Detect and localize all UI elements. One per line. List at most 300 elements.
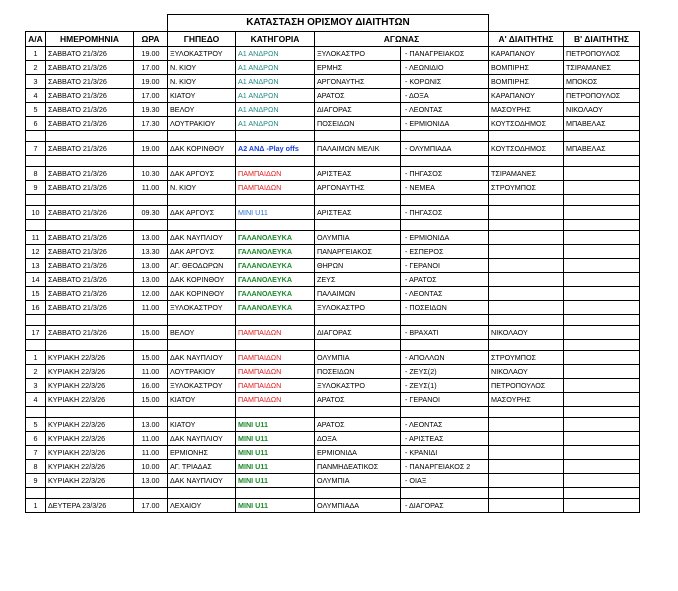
away-team-cell: - ΚΟΡΩΝΙΣ — [401, 75, 489, 89]
venue-cell: ΑΓ. ΤΡΙΑΔΑΣ — [168, 460, 236, 474]
spacer-cell — [134, 131, 168, 142]
home-team-cell: ΕΡΜΗΣ — [315, 61, 401, 75]
category-cell: ΓΑΛΑΝΟΛΕΥΚΑ — [236, 245, 315, 259]
spacer-cell — [168, 220, 236, 231]
spacer-cell — [236, 195, 315, 206]
spacer-row — [26, 407, 640, 418]
referee-b-cell — [564, 460, 640, 474]
referee-a-cell — [489, 287, 564, 301]
date-cell: ΣΑΒΒΑΤΟ 21/3/26 — [46, 47, 134, 61]
spacer-cell — [564, 340, 640, 351]
spacer-cell — [134, 488, 168, 499]
spacer-row — [26, 220, 640, 231]
row-number: 3 — [26, 379, 46, 393]
spacer-cell — [489, 340, 564, 351]
home-team-cell: ΖΕΥΣ — [315, 273, 401, 287]
category-cell: Α1 ΑΝΔΡΩΝ — [236, 89, 315, 103]
spacer-cell — [315, 315, 401, 326]
spacer-cell — [315, 488, 401, 499]
spacer-cell — [236, 131, 315, 142]
date-cell: ΣΑΒΒΑΤΟ 21/3/26 — [46, 75, 134, 89]
referee-a-cell — [489, 206, 564, 220]
referee-b-cell — [564, 273, 640, 287]
home-team-cell: ΟΛΥΜΠΙΑ — [315, 231, 401, 245]
referee-b-cell — [564, 167, 640, 181]
spacer-cell — [26, 220, 46, 231]
time-cell: 17.00 — [134, 61, 168, 75]
spacer-cell — [168, 488, 236, 499]
header-time: ΩΡΑ — [134, 32, 168, 47]
referee-a-cell — [489, 273, 564, 287]
time-cell: 09.30 — [134, 206, 168, 220]
time-cell: 13.00 — [134, 474, 168, 488]
away-team-cell: - ΠΑΝΑΓΡΕΙΑΚΟΣ — [401, 47, 489, 61]
away-team-cell: - ΟΙΑΞ — [401, 474, 489, 488]
row-number: 13 — [26, 259, 46, 273]
venue-cell: ΒΕΛΟΥ — [168, 103, 236, 117]
time-cell: 10.00 — [134, 460, 168, 474]
table-row — [26, 287, 640, 301]
away-team-cell: - ΝΕΜΕΑ — [401, 181, 489, 195]
spacer-row — [26, 340, 640, 351]
referee-b-cell: ΤΣΙΡΑΜΑΝΕΣ — [564, 61, 640, 75]
spacer-cell — [168, 195, 236, 206]
table-row — [26, 61, 640, 75]
home-team-cell: ΠΑΝΑΡΓΕΙΑΚΟΣ — [315, 245, 401, 259]
header-venue: ΓΗΠΕΔΟ — [168, 32, 236, 47]
spacer-cell — [401, 220, 489, 231]
spacer-cell — [26, 488, 46, 499]
referee-b-cell — [564, 181, 640, 195]
venue-cell: ΞΥΛΟΚΑΣΤΡΟΥ — [168, 301, 236, 315]
table-row — [26, 499, 640, 513]
referee-a-cell: ΣΤΡΟΥΜΠΟΣ — [489, 181, 564, 195]
home-team-cell: ΑΡΙΣΤΕΑΣ — [315, 167, 401, 181]
date-cell: ΚΥΡΙΑΚΗ 22/3/26 — [46, 393, 134, 407]
away-team-cell: - ΔΟΞΑ — [401, 89, 489, 103]
title-row — [26, 15, 640, 32]
header-ref-a: Α' ΔΙΑΙΤΗΤΗΣ — [489, 32, 564, 47]
away-team-cell: - ΕΡΜΙΟΝΙΔΑ — [401, 117, 489, 131]
home-team-cell: ΟΛΥΜΠΙΑ — [315, 474, 401, 488]
spacer-cell — [489, 156, 564, 167]
row-number: 6 — [26, 432, 46, 446]
header-aa: Α/Α — [26, 32, 46, 47]
away-team-cell: - ΓΕΡΑΝΟΙ — [401, 259, 489, 273]
referee-a-cell: ΜΑΣΟΥΡΗΣ — [489, 103, 564, 117]
category-cell: ΠΑΜΠΑΙΔΩΝ — [236, 351, 315, 365]
category-cell: MINI U11 — [236, 474, 315, 488]
row-number: 8 — [26, 167, 46, 181]
away-team-cell: - ΛΕΟΝΤΑΣ — [401, 103, 489, 117]
row-number: 2 — [26, 61, 46, 75]
home-team-cell: ΟΛΥΜΠΙΑΔΑ — [315, 499, 401, 513]
spacer-cell — [236, 156, 315, 167]
home-team-cell: ΞΥΛΟΚΑΣΤΡΟ — [315, 47, 401, 61]
referee-a-cell: ΠΕΤΡΟΠΟΥΛΟΣ — [489, 379, 564, 393]
table-row — [26, 103, 640, 117]
row-number: 3 — [26, 75, 46, 89]
spacer-cell — [315, 156, 401, 167]
row-number: 7 — [26, 142, 46, 156]
referee-a-cell — [489, 432, 564, 446]
referee-b-cell — [564, 418, 640, 432]
away-team-cell: - ΕΡΜΙΟΝΙΔΑ — [401, 231, 489, 245]
spacer-cell — [134, 220, 168, 231]
referee-b-cell: ΜΠΑΒΕΛΑΣ — [564, 117, 640, 131]
away-team-cell: - ΑΡΑΤΟΣ — [401, 273, 489, 287]
date-cell: ΚΥΡΙΑΚΗ 22/3/26 — [46, 379, 134, 393]
row-number: 7 — [26, 446, 46, 460]
date-cell: ΚΥΡΙΑΚΗ 22/3/26 — [46, 418, 134, 432]
row-number: 1 — [26, 47, 46, 61]
spacer-cell — [26, 407, 46, 418]
away-team-cell: - ΔΙΑΓΟΡΑΣ — [401, 499, 489, 513]
category-cell: MINI U11 — [236, 432, 315, 446]
date-cell: ΣΑΒΒΑΤΟ 21/3/26 — [46, 301, 134, 315]
venue-cell: ΛΟΥΤΡΑΚΙΟΥ — [168, 365, 236, 379]
date-cell: ΚΥΡΙΑΚΗ 22/3/26 — [46, 351, 134, 365]
spacer-cell — [46, 407, 134, 418]
spacer-cell — [236, 315, 315, 326]
time-cell: 11.00 — [134, 365, 168, 379]
date-cell: ΣΑΒΒΑΤΟ 21/3/26 — [46, 61, 134, 75]
time-cell: 13.00 — [134, 273, 168, 287]
page-title: ΚΑΤΑΣΤΑΣΗ ΟΡΙΣΜΟΥ ΔΙΑΙΤΗΤΩΝ — [168, 15, 489, 32]
category-cell: ΠΑΜΠΑΙΔΩΝ — [236, 326, 315, 340]
venue-cell: ΚΙΑΤΟΥ — [168, 393, 236, 407]
spacer-cell — [401, 131, 489, 142]
home-team-cell: ΑΡΑΤΟΣ — [315, 89, 401, 103]
table-row — [26, 446, 640, 460]
spacer-cell — [489, 220, 564, 231]
home-team-cell: ΘΗΡΩΝ — [315, 259, 401, 273]
row-number: 9 — [26, 474, 46, 488]
referee-a-cell: ΒΟΜΠΙΡΗΣ — [489, 75, 564, 89]
row-number: 5 — [26, 418, 46, 432]
spacer-cell — [168, 315, 236, 326]
header-row — [26, 32, 640, 47]
table-row — [26, 206, 640, 220]
home-team-cell: ΑΡΓΟΝΑΥΤΗΣ — [315, 181, 401, 195]
date-cell: ΣΑΒΒΑΤΟ 21/3/26 — [46, 117, 134, 131]
home-team-cell: ΠΑΛΑΙΜΩΝ ΜΕΛΙΚ — [315, 142, 401, 156]
spacer-cell — [168, 131, 236, 142]
table-row — [26, 273, 640, 287]
time-cell: 11.00 — [134, 181, 168, 195]
venue-cell: ΞΥΛΟΚΑΣΤΡΟΥ — [168, 47, 236, 61]
referee-a-cell — [489, 259, 564, 273]
away-team-cell: - ΛΕΩΝΙΔΙΟ — [401, 61, 489, 75]
category-cell: MINI U11 — [236, 418, 315, 432]
spacer-cell — [564, 131, 640, 142]
venue-cell: ΔΑΚ ΚΟΡΙΝΘΟΥ — [168, 142, 236, 156]
away-team-cell: - ΒΡΑΧΑΤΙ — [401, 326, 489, 340]
spacer-cell — [315, 340, 401, 351]
referee-a-cell — [489, 301, 564, 315]
category-cell: MINI U11 — [236, 446, 315, 460]
table-row — [26, 167, 640, 181]
spacer-cell — [134, 156, 168, 167]
home-team-cell: ΔΟΞΑ — [315, 432, 401, 446]
away-team-cell: - ΖΕΥΣ(1) — [401, 379, 489, 393]
spacer-cell — [46, 315, 134, 326]
away-team-cell: - ΑΠΟΛΛΩΝ — [401, 351, 489, 365]
category-cell: Α1 ΑΝΔΡΩΝ — [236, 75, 315, 89]
row-number: 2 — [26, 365, 46, 379]
venue-cell: ΔΑΚ ΑΡΓΟΥΣ — [168, 206, 236, 220]
row-number: 6 — [26, 117, 46, 131]
spacer-cell — [26, 195, 46, 206]
venue-cell: ΔΑΚ ΑΡΓΟΥΣ — [168, 245, 236, 259]
time-cell: 19.00 — [134, 75, 168, 89]
referee-a-cell: ΚΟΥΤΣΟΔΗΜΟΣ — [489, 117, 564, 131]
referee-b-cell — [564, 245, 640, 259]
home-team-cell: ΑΡΑΤΟΣ — [315, 418, 401, 432]
venue-cell: ΔΑΚ ΝΑΥΠΛΙΟΥ — [168, 351, 236, 365]
time-cell: 17.00 — [134, 499, 168, 513]
time-cell: 16.00 — [134, 379, 168, 393]
spacer-cell — [401, 407, 489, 418]
referee-b-cell: ΠΕΤΡΟΠΟΥΛΟΣ — [564, 47, 640, 61]
spacer-cell — [489, 407, 564, 418]
away-team-cell: - ΛΕΟΝΤΑΣ — [401, 418, 489, 432]
category-cell: ΓΑΛΑΝΟΛΕΥΚΑ — [236, 259, 315, 273]
away-team-cell: - ΑΡΙΣΤΕΑΣ — [401, 432, 489, 446]
spacer-cell — [315, 131, 401, 142]
date-cell: ΚΥΡΙΑΚΗ 22/3/26 — [46, 474, 134, 488]
referee-b-cell — [564, 301, 640, 315]
referee-b-cell — [564, 287, 640, 301]
away-team-cell: - ΓΕΡΑΝΟΙ — [401, 393, 489, 407]
spacer-cell — [564, 315, 640, 326]
spacer-row — [26, 195, 640, 206]
row-number: 4 — [26, 393, 46, 407]
referee-a-cell: ΚΑΡΑΠΑΝΟΥ — [489, 89, 564, 103]
time-cell: 11.00 — [134, 301, 168, 315]
table-row — [26, 460, 640, 474]
venue-cell: ΛΕΧΑΙΟΥ — [168, 499, 236, 513]
table-row — [26, 117, 640, 131]
away-team-cell: - ΠΟΣΕΙΔΩΝ — [401, 301, 489, 315]
date-cell: ΣΑΒΒΑΤΟ 21/3/26 — [46, 259, 134, 273]
referee-b-cell: ΜΠΟΚΟΣ — [564, 75, 640, 89]
referee-a-cell: ΝΙΚΟΛΑΟΥ — [489, 365, 564, 379]
home-team-cell: ΠΑΝΜΗΔΕΑΤΙΚΟΣ — [315, 460, 401, 474]
spacer-cell — [401, 488, 489, 499]
home-team-cell: ΞΥΛΟΚΑΣΤΡΟ — [315, 379, 401, 393]
spacer-cell — [236, 488, 315, 499]
row-number: 15 — [26, 287, 46, 301]
spacer-cell — [134, 315, 168, 326]
spacer-row — [26, 488, 640, 499]
spacer-cell — [46, 220, 134, 231]
home-team-cell: ΑΡΑΤΟΣ — [315, 393, 401, 407]
row-number: 1 — [26, 351, 46, 365]
referee-assignment-sheet — [25, 14, 640, 513]
spacer-cell — [46, 488, 134, 499]
referee-a-cell: ΤΣΙΡΑΜΑΝΕΣ — [489, 167, 564, 181]
referee-b-cell — [564, 474, 640, 488]
table-row — [26, 231, 640, 245]
category-cell: Α1 ΑΝΔΡΩΝ — [236, 61, 315, 75]
spacer-cell — [168, 407, 236, 418]
home-team-cell: ΕΡΜΙΟΝΙΔΑ — [315, 446, 401, 460]
referee-b-cell — [564, 446, 640, 460]
referee-a-cell: ΚΟΥΤΣΟΔΗΜΟΣ — [489, 142, 564, 156]
spacer-cell — [564, 220, 640, 231]
referee-b-cell: ΜΠΑΒΕΛΑΣ — [564, 142, 640, 156]
header-ref-b: Β' ΔΙΑΙΤΗΤΗΣ — [564, 32, 640, 47]
spacer-cell — [134, 195, 168, 206]
category-cell: MINI U11 — [236, 499, 315, 513]
spacer-cell — [315, 220, 401, 231]
referee-b-cell: ΠΕΤΡΟΠΟΥΛΟΣ — [564, 89, 640, 103]
referee-b-cell — [564, 206, 640, 220]
category-cell: ΠΑΜΠΑΙΔΩΝ — [236, 181, 315, 195]
row-number: 16 — [26, 301, 46, 315]
table-row — [26, 351, 640, 365]
referee-a-cell: ΝΙΚΟΛΑΟΥ — [489, 326, 564, 340]
venue-cell: ΒΕΛΟΥ — [168, 326, 236, 340]
time-cell: 15.00 — [134, 351, 168, 365]
time-cell: 19.30 — [134, 103, 168, 117]
category-cell: ΠΑΜΠΑΙΔΩΝ — [236, 167, 315, 181]
referee-b-cell — [564, 432, 640, 446]
spacer-cell — [168, 340, 236, 351]
time-cell: 17.00 — [134, 89, 168, 103]
row-number: 17 — [26, 326, 46, 340]
venue-cell: ΔΑΚ ΚΟΡΙΝΘΟΥ — [168, 273, 236, 287]
venue-cell: ΔΑΚ ΝΑΥΠΛΙΟΥ — [168, 474, 236, 488]
spacer-cell — [26, 131, 46, 142]
row-number: 9 — [26, 181, 46, 195]
away-team-cell: - ΠΑΝΑΡΓΕΙΑΚΟΣ 2 — [401, 460, 489, 474]
spacer-cell — [564, 156, 640, 167]
spacer-cell — [564, 195, 640, 206]
date-cell: ΚΥΡΙΑΚΗ 22/3/26 — [46, 365, 134, 379]
venue-cell: ΚΙΑΤΟΥ — [168, 89, 236, 103]
home-team-cell: ΠΟΣΕΙΔΩΝ — [315, 365, 401, 379]
referee-a-cell — [489, 231, 564, 245]
date-cell: ΚΥΡΙΑΚΗ 22/3/26 — [46, 446, 134, 460]
category-cell: ΠΑΜΠΑΙΔΩΝ — [236, 365, 315, 379]
row-number: 10 — [26, 206, 46, 220]
referee-b-cell — [564, 231, 640, 245]
venue-cell: Ν. ΚΙΟΥ — [168, 181, 236, 195]
table-row — [26, 474, 640, 488]
referee-a-cell: ΚΑΡΑΠΑΝΟΥ — [489, 47, 564, 61]
category-cell: ΓΑΛΑΝΟΛΕΥΚΑ — [236, 231, 315, 245]
home-team-cell: ΟΛΥΜΠΙΑ — [315, 351, 401, 365]
spacer-cell — [26, 315, 46, 326]
table-row — [26, 259, 640, 273]
table-row — [26, 47, 640, 61]
away-team-cell: - ΖΕΥΣ(2) — [401, 365, 489, 379]
spacer-cell — [46, 195, 134, 206]
venue-cell: ΔΑΚ ΚΟΡΙΝΘΟΥ — [168, 287, 236, 301]
row-number: 1 — [26, 499, 46, 513]
category-cell: Α1 ΑΝΔΡΩΝ — [236, 47, 315, 61]
header-matches: ΑΓΩΝΑΣ — [315, 32, 489, 47]
category-cell: Α2 ΑΝΔ -Play offs — [236, 142, 315, 156]
venue-cell: ΑΓ. ΘΕΟΔΩΡΩΝ — [168, 259, 236, 273]
referee-b-cell: ΝΙΚΟΛΑΟΥ — [564, 103, 640, 117]
time-cell: 19.00 — [134, 142, 168, 156]
home-team-cell: ΠΟΣΕΙΔΩΝ — [315, 117, 401, 131]
time-cell: 15.00 — [134, 326, 168, 340]
referee-a-cell — [489, 245, 564, 259]
referee-a-cell: ΒΟΜΠΙΡΗΣ — [489, 61, 564, 75]
date-cell: ΣΑΒΒΑΤΟ 21/3/26 — [46, 273, 134, 287]
date-cell: ΚΥΡΙΑΚΗ 22/3/26 — [46, 460, 134, 474]
header-category: ΚΑΤΗΓΟΡΙΑ — [236, 32, 315, 47]
date-cell: ΣΑΒΒΑΤΟ 21/3/26 — [46, 142, 134, 156]
referee-b-cell — [564, 393, 640, 407]
spacer-cell — [236, 220, 315, 231]
time-cell: 11.00 — [134, 446, 168, 460]
date-cell: ΣΑΒΒΑΤΟ 21/3/26 — [46, 206, 134, 220]
referee-a-cell: ΣΤΡΟΥΜΠΟΣ — [489, 351, 564, 365]
table-row — [26, 301, 640, 315]
time-cell: 13.00 — [134, 231, 168, 245]
home-team-cell: ΔΙΑΓΟΡΑΣ — [315, 326, 401, 340]
category-cell: Α1 ΑΝΔΡΩΝ — [236, 103, 315, 117]
spacer-cell — [564, 488, 640, 499]
table-row — [26, 181, 640, 195]
date-cell: ΣΑΒΒΑΤΟ 21/3/26 — [46, 89, 134, 103]
date-cell: ΣΑΒΒΑΤΟ 21/3/26 — [46, 245, 134, 259]
category-cell: MINI U11 — [236, 206, 315, 220]
table-row — [26, 142, 640, 156]
time-cell: 13.00 — [134, 259, 168, 273]
date-cell: ΣΑΒΒΑΤΟ 21/3/26 — [46, 167, 134, 181]
spacer-row — [26, 131, 640, 142]
category-cell: MINI U11 — [236, 460, 315, 474]
spacer-cell — [401, 340, 489, 351]
venue-cell: Ν. ΚΙΟΥ — [168, 61, 236, 75]
referee-a-cell — [489, 460, 564, 474]
spacer-cell — [489, 195, 564, 206]
date-cell: ΣΑΒΒΑΤΟ 21/3/26 — [46, 181, 134, 195]
time-cell: 13.00 — [134, 418, 168, 432]
assignment-table — [25, 14, 640, 513]
spacer-cell — [134, 407, 168, 418]
row-number: 14 — [26, 273, 46, 287]
table-row — [26, 75, 640, 89]
date-cell: ΔΕΥΤΕΡΑ 23/3/26 — [46, 499, 134, 513]
referee-b-cell — [564, 365, 640, 379]
table-row — [26, 326, 640, 340]
spacer-cell — [489, 131, 564, 142]
row-number: 12 — [26, 245, 46, 259]
spacer-cell — [236, 407, 315, 418]
home-team-cell: ΠΑΛΑΙΜΩΝ — [315, 287, 401, 301]
referee-b-cell — [564, 326, 640, 340]
venue-cell: ΔΑΚ ΝΑΥΠΛΙΟΥ — [168, 231, 236, 245]
away-team-cell: - ΟΛΥΜΠΙΑΔΑ — [401, 142, 489, 156]
table-row — [26, 379, 640, 393]
time-cell: 13.30 — [134, 245, 168, 259]
date-cell: ΣΑΒΒΑΤΟ 21/3/26 — [46, 103, 134, 117]
spacer-cell — [315, 195, 401, 206]
venue-cell: ΛΟΥΤΡΑΚΙΟΥ — [168, 117, 236, 131]
venue-cell: Ν. ΚΙΟΥ — [168, 75, 236, 89]
referee-b-cell — [564, 379, 640, 393]
category-cell: ΓΑΛΑΝΟΛΕΥΚΑ — [236, 301, 315, 315]
time-cell: 11.00 — [134, 432, 168, 446]
venue-cell: ΔΑΚ ΑΡΓΟΥΣ — [168, 167, 236, 181]
